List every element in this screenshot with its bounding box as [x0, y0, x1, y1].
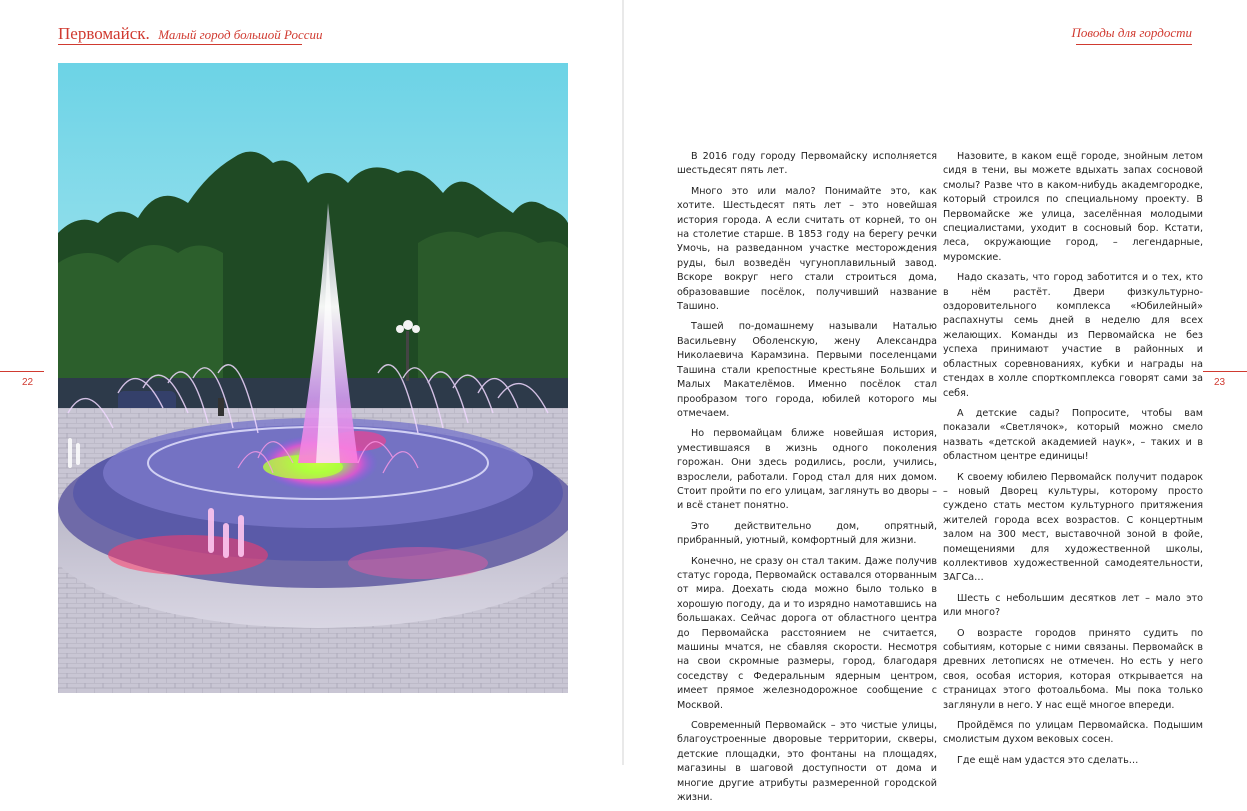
paragraph: Ташей по-домашнему называли Наталью Васильевну Оболенскую, жену Александра Николаевича Карамзина. Первыми поселенцами Ташина стали крепостные крестьяне Больших и Малых Макателёмов. Именно посёлок стал прообразом того города, юбилей которого мы отмечаем.	[677, 321, 937, 419]
paragraph: К своему юбилею Первомайск получит подарок – новый Дворец культуры, которому просто суждено стать местом культурного притяжения жителей города всех возрастов. С концертным залом на 300 мест, выставочной зоной в фойе, помещениями для художественной школы, коллективов художественной самодеятельности, ЗАГСа…	[943, 471, 1203, 584]
page-number-left: 22	[22, 377, 34, 388]
section-title: Поводы для гордости	[1071, 25, 1192, 40]
fountain-icon	[58, 63, 568, 693]
page-number-marker-left	[0, 371, 44, 372]
paragraph: Современный Первомайск – это чистые улицы, благоустроенные дворовые территории, скверы, детские площадки, это фонтаны на площадях, магазины в шаговой доступности от дома и многие другие атрибуты размеренной городской жизни.	[677, 720, 937, 804]
book-subtitle: Малый город большой России	[158, 27, 323, 42]
paragraph: Надо сказать, что город заботится и о тех, кто в нём растёт. Двери физкультурно-оздоровительного комплекса «Юбилейный» распахнуты семь дней в неделю для всех желающих. Команды из Первомайска не без успеха принимают участие в районных и областных соревнованиях, кубки и награды на стендах в холле спорткомплекса говорят сами за себя.	[943, 272, 1203, 399]
paragraph: Пройдёмся по улицам Первомайска. Подышим смолистым духом вековых сосен.	[943, 720, 1203, 746]
paragraph: Много это или мало? Понимайте это, как хотите. Шестьдесят пять лет – это новейшая история города. А если считать от корней, то он на столетие старше. В 1853 году на берегу речки Умочь, на разведанном участке месторождения руды, был возведён чугуноплавильный завод. Вскоре вокруг него стали строиться дома, образовавшие посёлок, получивший название Ташино.	[677, 185, 937, 313]
page-number-marker-right	[1203, 371, 1247, 372]
paragraph: Где ещё нам удастся это сделать…	[957, 754, 1139, 766]
header-rule-left	[58, 44, 302, 45]
text-column-2	[943, 150, 1203, 774]
book-title: Первомайск.	[58, 24, 150, 43]
paragraph: Шесть с небольшим десятков лет – мало это или много?	[943, 592, 1203, 619]
fountain-photo	[58, 63, 568, 693]
paragraph: Конечно, не сразу он стал таким. Даже получив статус города, Первомайск оставался оторванным от мира. Доехать сюда можно было только в хорошую погоду, да и то изрядно намотавшись на большаках. Сейчас дорога от областного центра до Первомайска расстоянием не считается, машины мчатся, не сбавляя скорости. Несмотря на свои скромные размеры, город, благодаря соседству с Федеральным ядерным центром, имеет прямое железнодорожное сообщение с Москвой.	[677, 555, 937, 711]
running-header-left	[58, 24, 323, 44]
paragraph: А детские сады? Попросите, чтобы вам показали «Светлячок», который можно смело назвать «детской академией наук», – таких и в областном центре единицы!	[943, 407, 1203, 463]
paragraph: Но первомайцам ближе новейшая история, уместившаяся в жизнь одного поколения горожан. Они здесь родились, росли, учились, взрослели, работали. Город стал для них домом. Стоит пройти по его улицам, заглянуть во дворы – и всё станет понятно.	[677, 428, 937, 512]
paragraph: В 2016 году городу Первомайску исполняется шестьдесят пять лет.	[677, 151, 937, 177]
text-column-1	[677, 150, 937, 811]
page-number-right: 23	[1214, 377, 1226, 388]
paragraph: Это действительно дом, опрятный, прибранный, уютный, комфортный для жизни.	[677, 520, 937, 547]
paragraph: О возрасте городов принято судить по событиям, которые с ними связаны. Первомайск в древних летописях не отмечен. Но есть у него своя, особая история, которая открывается на страницах этого фотоальбома. Мы пока только заглянули в него. У нас ещё многое впереди.	[943, 627, 1203, 711]
paragraph: Назовите, в каком ещё городе, знойным летом сидя в тени, вы можете вдыхать запах сосновой смолы? Разве что в каком-нибудь академгородке, который строился по специальному проекту. В Первомайске же улица, заселённая молодыми специалистами, уходит в сосновый бор. Кстати, леса, окружающие город, – легендарные, муромские.	[943, 151, 1203, 263]
book-spine	[622, 0, 624, 765]
header-rule-right	[1076, 44, 1192, 45]
